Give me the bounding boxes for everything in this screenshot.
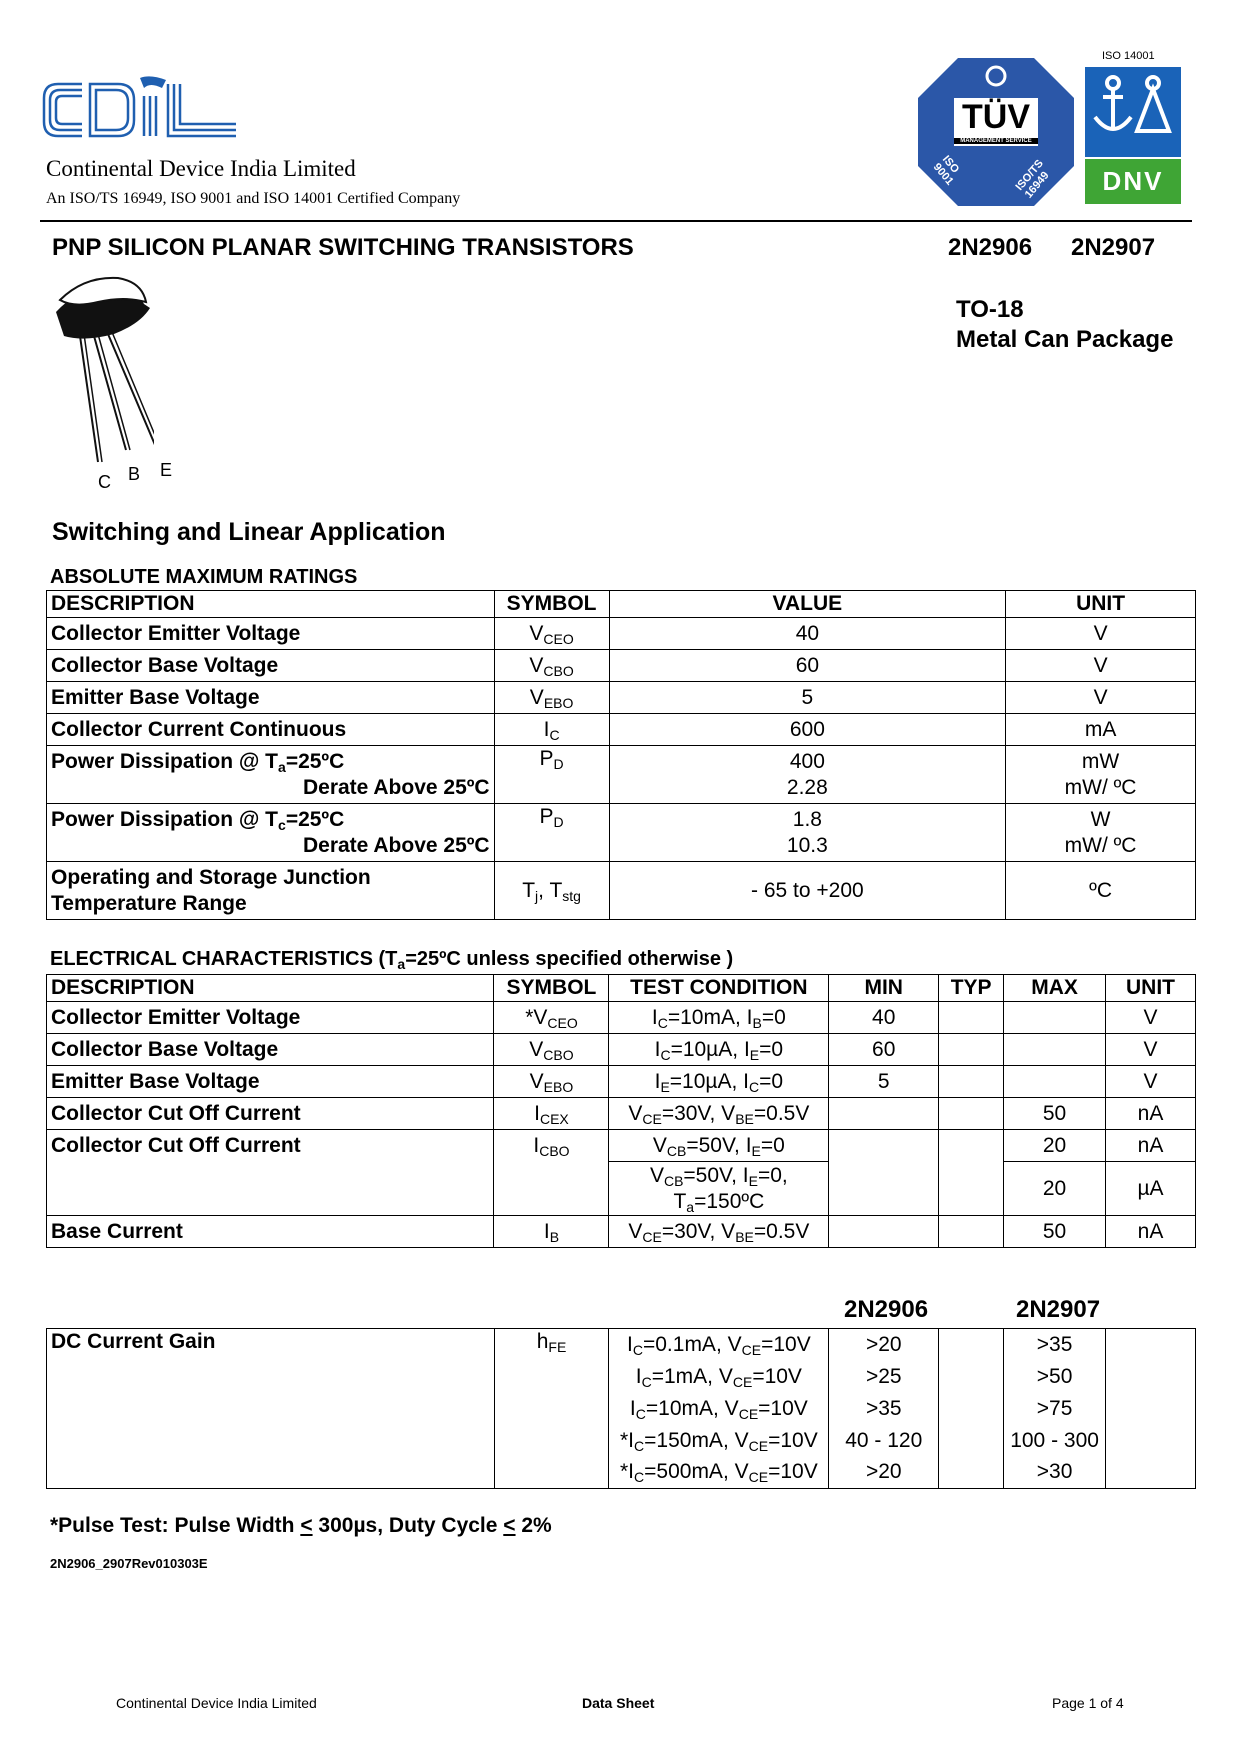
abs-max-heading: ABSOLUTE MAXIMUM RATINGS <box>50 566 358 588</box>
row-min <box>829 1098 939 1130</box>
row-unit <box>1106 1329 1196 1361</box>
row-test-condition: $*I_C=500mA$, $V_{CE}=10V$ <box>609 1457 829 1489</box>
row-test-condition: $V_{CE}=30V$, $V_{BE}=0.5V$ <box>609 1098 829 1130</box>
row-description: Collector Base Voltage <box>47 1034 494 1066</box>
header-typ: TYP <box>939 975 1004 1002</box>
row-2n2907-value: >75 <box>1004 1393 1106 1425</box>
row-symbol: $I_{CEX}$ <box>494 1098 609 1130</box>
row-description <box>47 1162 494 1216</box>
row-max: 50 <box>1004 1098 1106 1130</box>
row-max: 20 <box>1004 1162 1106 1216</box>
row-value: 40 <box>609 618 1006 650</box>
dnv-text: DNV <box>1102 166 1164 196</box>
row-2n2907-value: 100 - 300 <box>1004 1425 1106 1457</box>
row-empty <box>939 1457 1004 1489</box>
row-test-condition: $V_{CB}=50V$, $I_E=0$ <box>609 1130 829 1162</box>
header-symbol: SYMBOL <box>494 975 609 1002</box>
tuv-badge <box>918 58 1074 206</box>
row-symbol: $I_C$ <box>494 714 609 746</box>
row-test-condition: $I_C=10mA$, $I_B=0$ <box>609 1002 829 1034</box>
dnv-badge <box>1085 67 1181 204</box>
part-number-2: 2N2907 <box>1071 234 1156 261</box>
pin-c-label: C <box>98 472 111 492</box>
row-description: Emitter Base Voltage <box>47 1066 494 1098</box>
row-symbol: $V_{EBO}$ <box>494 682 609 714</box>
header-min: MIN <box>829 975 939 1002</box>
row-value: 5 <box>609 682 1006 714</box>
row-typ <box>939 1098 1004 1130</box>
row-unit: W mW/ ºC <box>1006 804 1196 862</box>
row-description: Collector Emitter Voltage <box>47 1002 494 1034</box>
row-2n2906-value: >35 <box>829 1393 939 1425</box>
header-test-condition: TEST CONDITION <box>609 975 829 1002</box>
row-description: Collector Cut Off Current <box>47 1098 494 1130</box>
row-2n2907-value: >30 <box>1004 1457 1106 1489</box>
row-symbol <box>494 1162 609 1216</box>
table-row <box>47 804 1196 862</box>
row-description <box>47 1361 495 1393</box>
row-description: Operating and Storage Junction Temperature Range <box>47 862 495 920</box>
tuv-text: TÜV <box>962 98 1030 136</box>
row-unit: V <box>1006 682 1196 714</box>
row-symbol: $*V_{CEO}$ <box>494 1002 609 1034</box>
row-value: 60 <box>609 650 1006 682</box>
header-value: VALUE <box>609 591 1006 618</box>
row-unit <box>1106 1457 1196 1489</box>
iso9001-text: ISO 9001 <box>930 153 962 188</box>
row-symbol <box>494 1393 609 1425</box>
table-row <box>47 714 1196 746</box>
table-row <box>47 1162 1196 1216</box>
row-unit: ºC <box>1006 862 1196 920</box>
row-value: 400 2.28 <box>609 746 1006 804</box>
row-empty <box>939 1329 1004 1361</box>
footer-doc-type: Data Sheet <box>582 1695 655 1711</box>
row-test-condition: $*I_C=150mA$, $V_{CE}=10V$ <box>609 1425 829 1457</box>
row-symbol: $V_{CEO}$ <box>494 618 609 650</box>
row-unit <box>1106 1361 1196 1393</box>
row-unit: V <box>1106 1066 1196 1098</box>
row-unit <box>1106 1425 1196 1457</box>
package-desc: Metal Can Package <box>956 326 1174 353</box>
row-unit: nA <box>1106 1216 1196 1248</box>
row-test-condition: $I_E=10\mu A$, $I_C=0$ <box>609 1066 829 1098</box>
row-2n2906-value: >20 <box>829 1457 939 1489</box>
application-title: Switching and Linear Application <box>52 518 446 546</box>
row-test-condition: $I_C=10mA$, $V_{CE}=10V$ <box>609 1393 829 1425</box>
table-row <box>47 1216 1196 1248</box>
row-min <box>829 1162 939 1216</box>
row-description: DC Current Gain <box>47 1329 495 1361</box>
row-description: Base Current <box>47 1216 494 1248</box>
table-row <box>47 1002 1196 1034</box>
gain-col-2n2906: 2N2906 <box>844 1296 929 1323</box>
row-symbol: $T_j$, $T_{stg}$ <box>494 862 609 920</box>
row-symbol <box>494 1361 609 1393</box>
row-description <box>47 1393 495 1425</box>
row-symbol: $I_B$ <box>494 1216 609 1248</box>
row-test-condition: $I_C=1mA$, $V_{CE}=10V$ <box>609 1361 829 1393</box>
gain-col-2n2907: 2N2907 <box>1016 1296 1101 1323</box>
row-symbol: $V_{CBO}$ <box>494 650 609 682</box>
header-max: MAX <box>1004 975 1106 1002</box>
table-row <box>47 862 1196 920</box>
row-symbol <box>494 1425 609 1457</box>
gain-table <box>46 1328 1196 1489</box>
table-row <box>47 1066 1196 1098</box>
row-min: 40 <box>829 1002 939 1034</box>
row-2n2907-value: >35 <box>1004 1329 1106 1361</box>
row-symbol: $V_{EBO}$ <box>494 1066 609 1098</box>
row-unit: nA <box>1106 1130 1196 1162</box>
row-max: 20 <box>1004 1130 1106 1162</box>
row-2n2906-value: >25 <box>829 1361 939 1393</box>
row-max: 50 <box>1004 1216 1106 1248</box>
row-test-condition: $I_C=10\mu A$, $I_E=0$ <box>609 1034 829 1066</box>
isots-text: ISO/TS 16949 <box>1013 157 1052 201</box>
row-empty <box>939 1361 1004 1393</box>
header-unit: UNIT <box>1006 591 1196 618</box>
table-row <box>47 1130 1196 1162</box>
table-row <box>47 1098 1196 1130</box>
package-type: TO-18 <box>956 296 1024 323</box>
table-row <box>47 650 1196 682</box>
company-name: Continental Device India Limited <box>46 156 356 181</box>
row-typ <box>939 1066 1004 1098</box>
row-value: 1.8 10.3 <box>609 804 1006 862</box>
row-symbol: $P_D$ <box>494 746 609 804</box>
table-row <box>47 746 1196 804</box>
page-title: PNP SILICON PLANAR SWITCHING TRANSISTORS <box>52 234 634 261</box>
part-number-1: 2N2906 <box>948 234 1033 261</box>
row-value: 600 <box>609 714 1006 746</box>
row-typ <box>939 1130 1004 1162</box>
row-description: Collector Emitter Voltage <box>47 618 495 650</box>
row-empty <box>939 1425 1004 1457</box>
row-min: 60 <box>829 1034 939 1066</box>
row-unit: nA <box>1106 1098 1196 1130</box>
table-row <box>47 1034 1196 1066</box>
tuv-sub: MANAGEMENT SERVICE <box>954 138 1038 144</box>
row-max <box>1004 1002 1106 1034</box>
row-symbol <box>494 1457 609 1489</box>
pin-e-label: E <box>160 460 173 480</box>
footer-company: Continental Device India Limited <box>116 1695 317 1711</box>
certification-text: An ISO/TS 16949, ISO 9001 and ISO 14001 Certified Company <box>46 190 461 207</box>
row-typ <box>939 1034 1004 1066</box>
row-test-condition: $V_{CB}=50V$, $I_E=0$, $T_a=150ºC$ <box>609 1162 829 1216</box>
row-empty <box>939 1393 1004 1425</box>
row-symbol: $P_D$ <box>494 804 609 862</box>
table-row <box>47 618 1196 650</box>
row-unit: V <box>1106 1002 1196 1034</box>
row-2n2906-value: >20 <box>829 1329 939 1361</box>
iso14001-label: ISO 14001 <box>1102 50 1155 62</box>
row-description <box>47 1457 495 1489</box>
table-row <box>47 1393 1196 1425</box>
pin-b-label: B <box>128 464 141 484</box>
pulse-test-note: *Pulse Test: Pulse Width < 300µs, Duty Cycle < 2% <box>50 1514 552 1537</box>
transistor-drawing <box>54 272 154 472</box>
row-description <box>47 1425 495 1457</box>
row-typ <box>939 1002 1004 1034</box>
row-unit: V <box>1106 1034 1196 1066</box>
row-2n2907-value: >50 <box>1004 1361 1106 1393</box>
abs-max-table <box>46 590 1196 920</box>
row-min <box>829 1130 939 1162</box>
row-min <box>829 1216 939 1248</box>
row-2n2906-value: 40 - 120 <box>829 1425 939 1457</box>
row-test-condition: $I_C=0.1mA$, $V_{CE}=10V$ <box>609 1329 829 1361</box>
row-symbol: $h_{FE}$ <box>494 1329 609 1361</box>
row-test-condition: $V_{CE}=30V$, $V_{BE}=0.5V$ <box>609 1216 829 1248</box>
row-description: Power Dissipation @ $T_a=25ºC$ Derate Above 25ºC <box>47 746 495 804</box>
row-description: Emitter Base Voltage <box>47 682 495 714</box>
table-row <box>47 1425 1196 1457</box>
row-description: Collector Current Continuous <box>47 714 495 746</box>
table-row <box>47 1329 1196 1361</box>
row-max <box>1004 1034 1106 1066</box>
table-header-row <box>47 975 1196 1002</box>
header-unit: UNIT <box>1106 975 1196 1002</box>
row-min: 5 <box>829 1066 939 1098</box>
row-value: - 65 to +200 <box>609 862 1006 920</box>
row-typ <box>939 1216 1004 1248</box>
row-max <box>1004 1066 1106 1098</box>
header-description: DESCRIPTION <box>47 591 495 618</box>
row-unit: mA <box>1006 714 1196 746</box>
row-unit: V <box>1006 650 1196 682</box>
row-unit: mW mW/ ºC <box>1006 746 1196 804</box>
row-description: Power Dissipation @ $T_c=25ºC$ Derate Above 25ºC <box>47 804 495 862</box>
row-unit <box>1106 1393 1196 1425</box>
elec-heading: ELECTRICAL CHARACTERISTICS ($T_a=25ºC$ unless specified otherwise ) <box>50 948 734 972</box>
revision-code: 2N2906_2907Rev010303E <box>50 1556 208 1571</box>
footer-page-number: Page 1 of 4 <box>1052 1695 1124 1711</box>
row-description: Collector Cut Off Current <box>47 1130 494 1162</box>
table-row <box>47 682 1196 714</box>
row-description: Collector Base Voltage <box>47 650 495 682</box>
row-unit: µA <box>1106 1162 1196 1216</box>
table-row <box>47 1457 1196 1489</box>
header-symbol: SYMBOL <box>494 591 609 618</box>
elec-table <box>46 974 1196 1248</box>
row-typ <box>939 1162 1004 1216</box>
row-symbol: $V_{CBO}$ <box>494 1034 609 1066</box>
row-symbol: $I_{CBO}$ <box>494 1130 609 1162</box>
cdil-logo <box>40 74 240 146</box>
table-row <box>47 1361 1196 1393</box>
header-divider <box>40 220 1192 222</box>
table-header-row <box>47 591 1196 618</box>
header-description: DESCRIPTION <box>47 975 494 1002</box>
row-unit: V <box>1006 618 1196 650</box>
